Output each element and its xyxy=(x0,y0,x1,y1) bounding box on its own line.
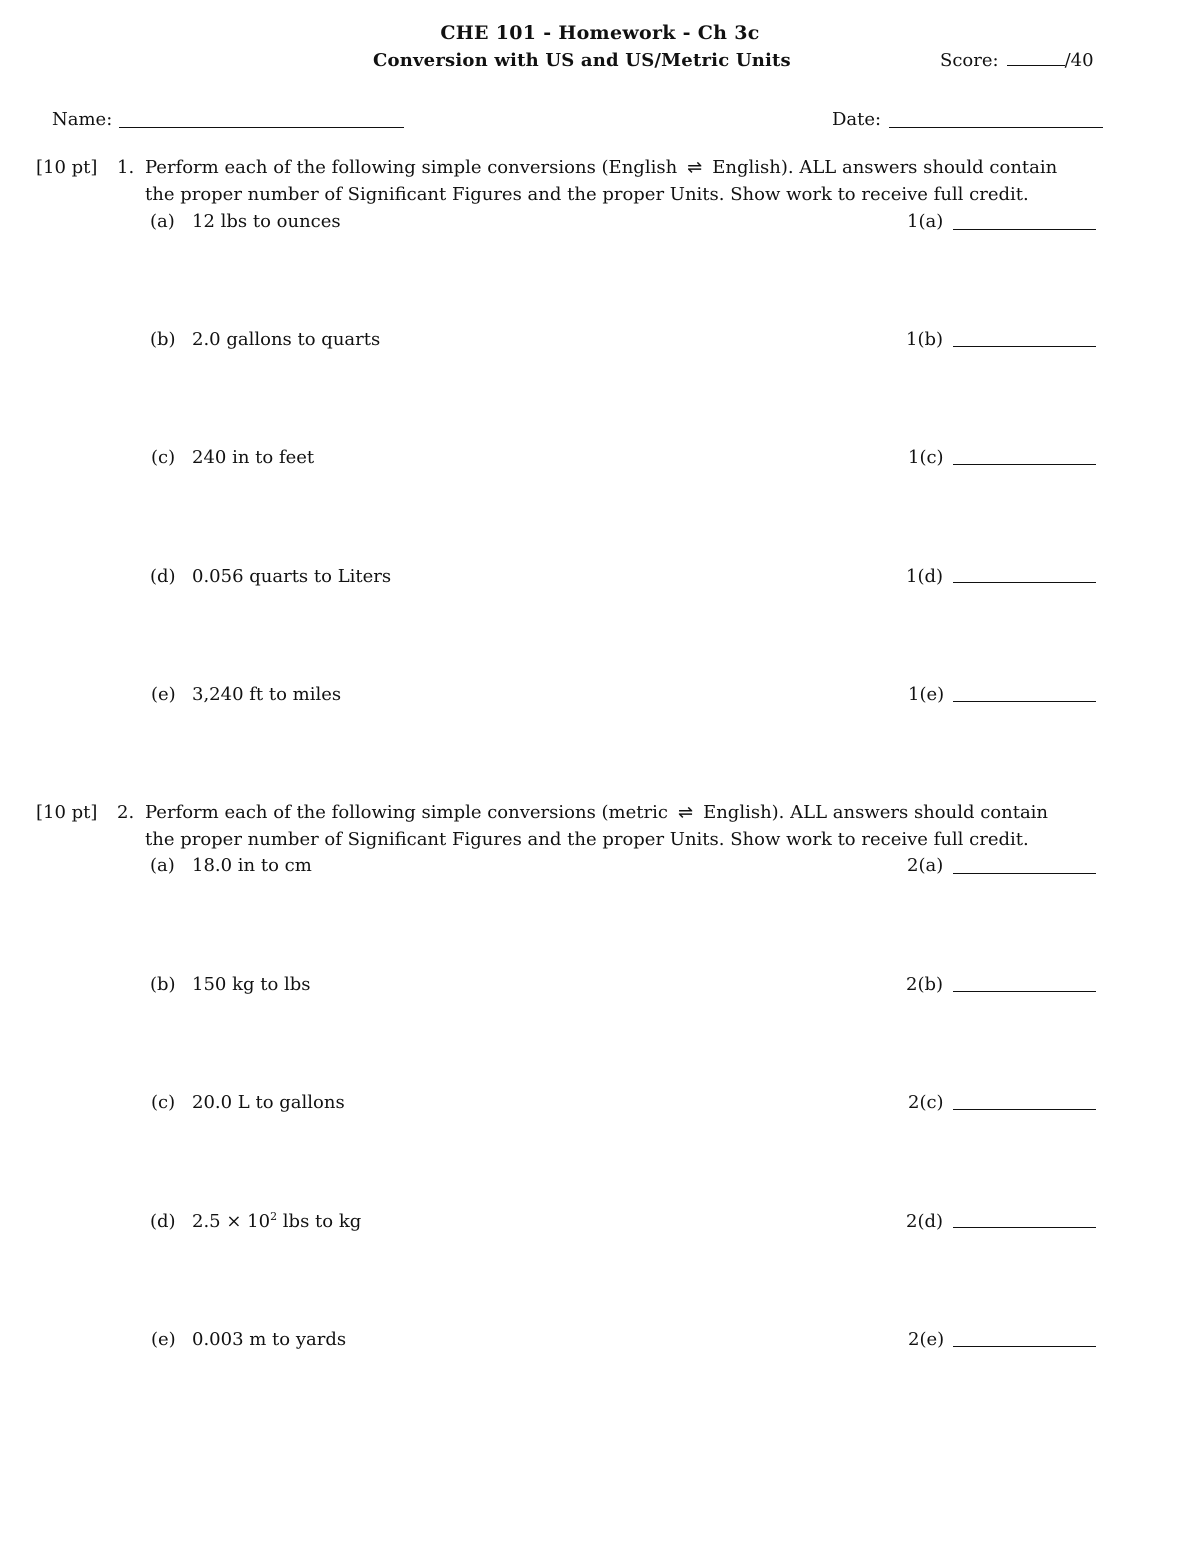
question-text-end: English). ALL answers should contain xyxy=(712,157,1058,178)
question-text-line1 xyxy=(145,802,1048,823)
answer-blank[interactable] xyxy=(953,229,1096,230)
part-text xyxy=(192,1211,361,1232)
part-letter: (e) xyxy=(151,1329,176,1350)
score-total: /40 xyxy=(1064,50,1094,71)
answer-blank[interactable] xyxy=(953,1227,1096,1228)
answer-blank[interactable] xyxy=(953,1109,1096,1110)
answer-label: 2(a) xyxy=(907,855,944,876)
question-text-end: English). ALL answers should contain xyxy=(703,802,1049,823)
answer-label: 2(c) xyxy=(908,1092,944,1113)
part-text: 18.0 in to cm xyxy=(192,855,312,876)
part-text-exponent: 2 xyxy=(270,1210,278,1223)
answer-label: 1(d) xyxy=(906,566,944,587)
question-points: [10 pt] xyxy=(36,157,98,178)
date-label: Date: xyxy=(832,109,882,130)
answer-blank[interactable] xyxy=(953,582,1096,583)
part-letter: (e) xyxy=(151,684,176,705)
answer-blank[interactable] xyxy=(953,346,1096,347)
answer-label: 2(e) xyxy=(908,1329,945,1350)
part-text-base: 2.5 × 10 xyxy=(192,1211,271,1232)
question-text-line2: the proper number of Significant Figures and the proper Units. Show work to receive full credit. xyxy=(145,184,1029,205)
question-points: [10 pt] xyxy=(36,802,98,823)
question-text-start: Perform each of the following simple conversions (metric xyxy=(145,802,668,823)
score-blank[interactable] xyxy=(1007,51,1065,66)
answer-blank[interactable] xyxy=(953,1346,1096,1347)
part-letter: (a) xyxy=(150,855,175,876)
answer-label: 2(b) xyxy=(906,974,944,995)
name-label: Name: xyxy=(52,109,113,130)
answer-label: 2(d) xyxy=(906,1211,944,1232)
part-letter: (c) xyxy=(151,1092,176,1113)
part-letter: (a) xyxy=(150,211,175,232)
answer-blank[interactable] xyxy=(953,991,1096,992)
part-text: 20.0 L to gallons xyxy=(192,1092,345,1113)
part-letter: (d) xyxy=(150,1211,176,1232)
score-field xyxy=(940,50,1094,71)
answer-blank[interactable] xyxy=(953,464,1096,465)
name-blank[interactable] xyxy=(119,127,404,128)
question-text-line2: the proper number of Significant Figures and the proper Units. Show work to receive full credit. xyxy=(145,829,1029,850)
part-text-rest: lbs to kg xyxy=(277,1211,362,1232)
part-letter: (b) xyxy=(150,329,176,350)
answer-label: 1(c) xyxy=(908,447,944,468)
part-text: 240 in to feet xyxy=(192,447,315,468)
part-text: 2.0 gallons to quarts xyxy=(192,329,381,350)
answer-blank[interactable] xyxy=(953,873,1096,874)
question-number: 2. xyxy=(117,802,135,823)
part-text: 0.056 quarts to Liters xyxy=(192,566,392,587)
part-letter: (d) xyxy=(150,566,176,587)
equilibrium-arrow-icon: ⇌ xyxy=(687,157,703,178)
question-number: 1. xyxy=(117,157,135,178)
part-letter: (b) xyxy=(150,974,176,995)
answer-label: 1(b) xyxy=(906,329,944,350)
score-label: Score: xyxy=(940,50,999,71)
question-text-line1 xyxy=(145,157,1057,178)
answer-label: 1(e) xyxy=(908,684,945,705)
page-title: CHE 101 - Homework - Ch 3c xyxy=(440,22,760,44)
page-subtitle: Conversion with US and US/Metric Units xyxy=(373,50,791,71)
question-text-start: Perform each of the following simple conversions (English xyxy=(145,157,678,178)
answer-label: 1(a) xyxy=(907,211,944,232)
date-blank[interactable] xyxy=(889,127,1103,128)
part-text: 3,240 ft to miles xyxy=(192,684,342,705)
part-text: 12 lbs to ounces xyxy=(192,211,341,232)
part-letter: (c) xyxy=(151,447,176,468)
answer-blank[interactable] xyxy=(953,701,1096,702)
part-text: 150 kg to lbs xyxy=(192,974,311,995)
part-text: 0.003 m to yards xyxy=(192,1329,347,1350)
equilibrium-arrow-icon: ⇌ xyxy=(677,802,694,823)
